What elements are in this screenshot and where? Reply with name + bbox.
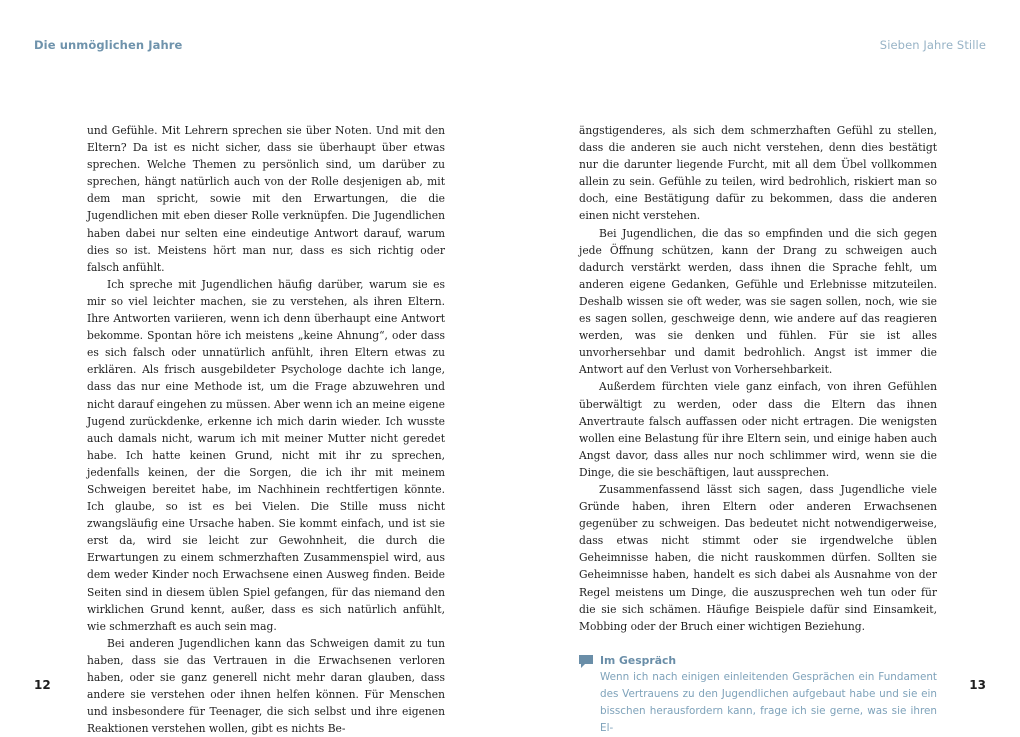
callout-title: Im Gespräch [600,653,677,667]
callout-text: Wenn ich nach einigen einleitenden Gesprächen ein Fundament des Vertrauens zu den Jugendlichen aufgebaut habe und sie ein bisschen herausfordern kann, frage ich sie gerne, was sie ihren El- [600,670,937,735]
running-head-right: Sieben Jahre Stille [879,38,986,52]
page-number-left: 12 [34,678,51,692]
paragraph: und Gefühle. Mit Lehrern sprechen sie über Noten. Und mit den Eltern? Da ist es nicht sicher, dass sie überhaupt über etwas sprechen. Welche Themen zu persönlich sind, um darüber zu sprechen, hängt natürlich auch von der Rolle desjenigen ab, mit dem man spricht, sowie mit den Erwartungen, die die Jugendlichen mit eben dieser Rolle verknüpfen. Die Jugendlichen haben dabei nur selten eine eindeutige Antwort darauf, warum dies so ist. Meistens hört man nur, dass es sich richtig oder falsch anfühlt. [87,124,445,274]
paragraph: Bei anderen Jugendlichen kann das Schweigen damit zu tun haben, dass sie das Vertrauen in die Erwachsenen verloren haben, oder sie ganz generell nicht mehr daran glauben, dass andere sie verstehen oder ihnen helfen können. Für Menschen und insbesondere für Teenager, die sich selbst und ihre eigenen Reaktionen verstehen wollen, gibt es nichts Be- [87,636,445,736]
speech-bubble-icon [579,655,593,669]
paragraph: Außerdem fürchten viele ganz einfach, von ihren Gefühlen überwältigt zu werden, oder dass die Eltern das ihnen Anvertraute falsch auffassen oder nicht ertragen. Die wenigsten wollen eine Belastung für ihre Eltern sein, und einige haben auch Angst davor, dass alles nur noch schlimmer wird, wenn sie die Dinge, die sie beschäftigen, laut aussprechen. [579,380,937,479]
right-page-body [579,122,937,737]
conversation-callout [579,652,937,737]
left-page-body [87,122,445,737]
paragraph: Bei Jugendlichen, die das so empfinden und die sich gegen jede Öffnung schützen, kann der Drang zu schweigen auch dadurch verstärkt werden, dass ihnen die Sprache fehlt, um anderen eigene Gedanken, Gefühle und Erlebnisse mitzuteilen. Deshalb wissen sie oft weder, was sie sagen sollen, noch, wie sie es sagen sollen, geschweige denn, wie andere auf das reagieren werden, was sie denken und fühlen. Für sie ist alles unvorhersehbar und damit bedrohlich. Angst ist immer die Antwort auf den Verlust von Vorhersehbarkeit. [579,226,937,377]
page-number-right: 13 [969,678,986,692]
running-head-left: Die unmöglichen Jahre [34,38,183,52]
paragraph: ängstigenderes, als sich dem schmerzhaften Gefühl zu stellen, dass die anderen sie auch nicht verstehen, denn dies bestätigt nur die darunter liegende Furcht, mit all dem Übel vollkommen allein zu sein. Gefühle zu teilen, wird bedrohlich, riskiert man so doch, eine Bestätigung dafür zu bekommen, dass die anderen einen nicht verstehen. [579,124,937,223]
paragraph: Ich spreche mit Jugendlichen häufig darüber, warum sie es mir so viel leichter machen, sie zu verstehen, als ihren Eltern. Ihre Antworten variieren, wenn ich denn überhaupt eine Antwort bekomme. Spontan höre ich meistens „keine Ahnung“, oder dass es sich falsch oder unnatürlich anfühlt, ihren Eltern etwas zu erklären. Als frisch ausgebildeter Psychologe dachte ich lange, dass das nur eine Methode ist, um die Frage abzuwehren und nicht darauf eingehen zu müssen. Aber wenn ich an meine eigene Jugend zurückdenke, erkenne ich mich darin wieder. Ich wusste auch damals nicht, warum ich mit meiner Mutter nicht geredet habe. Ich hatte keinen Grund, nicht mit ihr zu sprechen, jedenfalls keinen, der die Sorgen, die ich ihr mit meinem Schweigen bereitet habe, im Nachhinein rechtfertigen könnte. Ich glaube, so ist es bei Vielen. Die Stille muss nicht zwangsläufig eine Ursache haben. Sie kommt einfach, und ist sie erst da, wird sie leicht zur Gewohnheit, die durch die Erwartungen zu einem schmerzhaften Zusammenspiel wird, aus dem weder Kinder noch Erwachsene einen Ausweg finden. Beide Seiten sind in diesem üblen Spiel gefangen, für das niemand den wirklichen Grund kennt, außer, dass es sich natürlich anfühlt, wie schmerzhaft es auch sein mag. [87,277,445,633]
paragraph: Zusammenfassend lässt sich sagen, dass Jugendliche viele Gründe haben, ihren Eltern oder anderen Erwachsenen gegenüber zu schweigen. Das bedeutet nicht notwendigerweise, dass etwas nicht stimmt oder sie irgendwelche üblen Geheimnisse haben, die nicht rauskommen dürfen. Sollten sie Geheimnisse haben, handelt es sich dabei als Ausnahme von der Regel meistens um Dinge, die auszusprechen weh tun oder für die sie sich schämen. Häufige Beispiele dafür sind Einsamkeit, Mobbing oder der Bruch einer wichtigen Beziehung. [579,482,937,633]
